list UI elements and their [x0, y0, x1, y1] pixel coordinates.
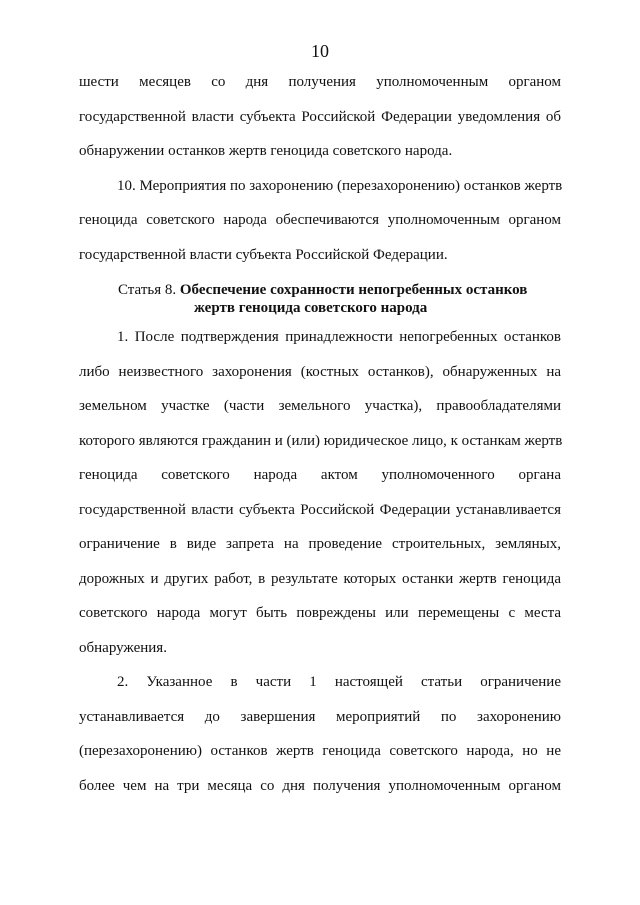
- document-body: [79, 70, 561, 808]
- paragraph-2: [79, 670, 561, 808]
- page-number: 10: [311, 41, 329, 61]
- text-line: более чем на три месяца со дня получения уполномоченным органом: [79, 777, 561, 794]
- text-line: либо неизвестного захоронения (костных останков), обнаруженных на: [79, 363, 561, 380]
- text-line: государственной власти субъекта Российской Федерации устанавливается: [79, 501, 561, 518]
- text-line: которого являются гражданин и (или) юридическое лицо, к останкам жертв: [79, 432, 563, 449]
- paragraph-1: [79, 325, 561, 670]
- article-8-heading: [79, 281, 561, 317]
- article-title-line2: жертв геноцида советского народа: [194, 300, 428, 316]
- text-line: государственной власти субъекта Российской Федерации уведомления об: [79, 108, 561, 125]
- text-line: геноцида советского народа обеспечиваются уполномоченным органом: [79, 212, 561, 228]
- paragraph-10: [79, 174, 561, 278]
- text-line: обнаружении останков жертв геноцида советского народа.: [79, 143, 453, 159]
- text-line: геноцида советского народа актом уполномоченного органа: [79, 467, 561, 483]
- text-line: земельном участке (части земельного участка), правообладателями: [79, 398, 561, 414]
- paragraph-continuation: [79, 70, 561, 174]
- text-line: советского народа могут быть повреждены или перемещены с места: [79, 605, 561, 621]
- text-line: государственной власти субъекта Российской Федерации.: [79, 246, 448, 263]
- text-line: 2. Указанное в части 1 настоящей статьи ограничение: [117, 674, 561, 690]
- article-title-line1: Обеспечение сохранности непогребенных останков: [179, 282, 528, 298]
- text-line: (перезахоронению) останков жертв геноцида советского народа, но не: [79, 743, 561, 759]
- text-line: устанавливается до завершения мероприятий по захоронению: [79, 708, 561, 725]
- text-line: ограничение в виде запрета на проведение строительных, земляных,: [79, 536, 561, 552]
- text-line: дорожных и других работ, в результате которых останки жертв геноцида: [79, 570, 561, 587]
- text-line: 1. После подтверждения принадлежности непогребенных останков: [117, 329, 561, 345]
- text-line: шести месяцев со дня получения уполномоченным органом: [79, 74, 561, 90]
- text-line: 10. Мероприятия по захоронению (перезахоронению) останков жертв: [117, 177, 563, 194]
- text-line: обнаружения.: [79, 639, 167, 656]
- article-label: Статья 8.: [118, 282, 177, 298]
